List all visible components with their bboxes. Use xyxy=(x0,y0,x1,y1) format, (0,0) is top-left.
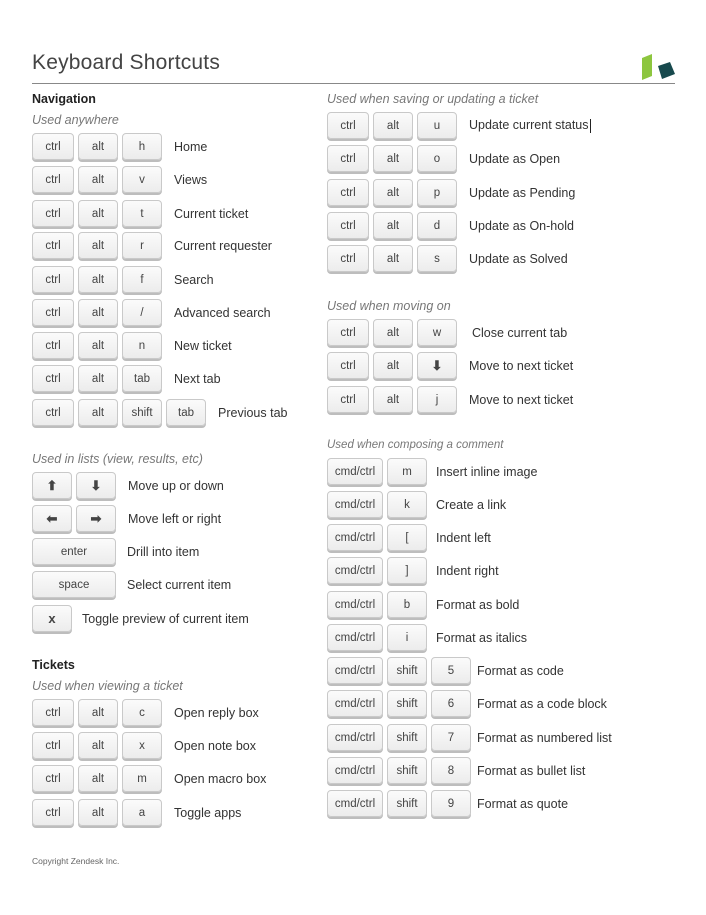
shortcut-row xyxy=(32,266,214,293)
shortcut-row xyxy=(327,352,573,379)
copyright: Copyright Zendesk Inc. xyxy=(32,856,120,866)
key: f xyxy=(122,266,162,293)
key: ctrl xyxy=(327,352,369,379)
key: shift xyxy=(387,790,427,817)
shortcut-row xyxy=(327,757,585,784)
saving-subtitle: Used when saving or updating a ticket xyxy=(327,92,539,106)
key: alt xyxy=(373,112,413,139)
shortcut-row xyxy=(327,690,607,717)
shortcut-row xyxy=(32,133,207,160)
key: alt xyxy=(78,399,118,426)
key: 6 xyxy=(431,690,471,717)
key: shift xyxy=(387,690,427,717)
key: enter xyxy=(32,538,116,565)
key: ctrl xyxy=(32,799,74,826)
shortcut-label: Format as italics xyxy=(436,630,527,645)
shortcut-label: Home xyxy=(174,139,208,154)
key: u xyxy=(417,112,457,139)
key: 9 xyxy=(431,790,471,817)
key: s xyxy=(417,245,457,272)
shortcut-row xyxy=(327,145,560,172)
key: alt xyxy=(78,699,118,726)
key: m xyxy=(387,458,427,485)
shortcut-label: Move to next ticket xyxy=(469,392,574,407)
key: alt xyxy=(373,145,413,172)
shortcut-row xyxy=(327,212,574,239)
shortcut-label: Update as Open xyxy=(469,151,561,166)
key: n xyxy=(122,332,162,359)
shortcut-row xyxy=(327,724,612,751)
key: ctrl xyxy=(32,732,74,759)
shortcut-label: Indent right xyxy=(436,563,499,578)
key: cmd/ctrl xyxy=(327,458,383,485)
shortcut-label: Open reply box xyxy=(174,705,259,720)
key: tab xyxy=(166,399,206,426)
shortcut-label: Drill into item xyxy=(127,544,200,559)
navigation-subtitle: Used anywhere xyxy=(32,113,119,127)
shortcut-row xyxy=(327,112,591,139)
shortcut-row xyxy=(327,524,491,551)
key: space xyxy=(32,571,116,598)
shortcut-label: Next tab xyxy=(174,371,221,386)
key: alt xyxy=(78,765,118,792)
key: alt xyxy=(78,365,118,392)
key: cmd/ctrl xyxy=(327,657,383,684)
key: cmd/ctrl xyxy=(327,690,383,717)
key: 8 xyxy=(431,757,471,784)
shortcut-row xyxy=(32,332,232,359)
key: ctrl xyxy=(327,386,369,413)
key: ctrl xyxy=(32,266,74,293)
shortcut-row xyxy=(327,591,519,618)
key: ctrl xyxy=(32,365,74,392)
key: cmd/ctrl xyxy=(327,491,383,518)
key: 7 xyxy=(431,724,471,751)
moving-subtitle: Used when moving on xyxy=(327,299,451,313)
key: v xyxy=(122,166,162,193)
navigation-heading: Navigation xyxy=(32,92,96,106)
key: ctrl xyxy=(327,112,369,139)
shortcut-label: Toggle apps xyxy=(174,805,242,820)
key: ctrl xyxy=(32,232,74,259)
key: ctrl xyxy=(32,133,74,160)
shortcut-row xyxy=(327,491,506,518)
key: ctrl xyxy=(327,179,369,206)
key: x xyxy=(32,605,72,632)
shortcut-row xyxy=(32,571,231,598)
shortcut-row xyxy=(327,624,527,651)
arrow-up-key: ⬆ xyxy=(32,472,72,499)
key: alt xyxy=(373,212,413,239)
key: cmd/ctrl xyxy=(327,757,383,784)
shortcut-row xyxy=(327,458,537,485)
shortcut-label: Move to next ticket xyxy=(469,358,574,373)
shortcut-row xyxy=(327,657,564,684)
key: alt xyxy=(78,266,118,293)
shortcut-label: Toggle preview of current item xyxy=(82,611,249,626)
page-title: Keyboard Shortcuts xyxy=(32,51,221,74)
text-cursor xyxy=(590,119,591,133)
key: alt xyxy=(78,232,118,259)
composing-subtitle: Used when composing a comment xyxy=(327,439,504,451)
key: alt xyxy=(373,179,413,206)
arrow-left-key: ⬅ xyxy=(32,505,72,532)
key: i xyxy=(387,624,427,651)
key: alt xyxy=(78,166,118,193)
shortcut-row xyxy=(327,245,568,272)
shortcut-label: Format as numbered list xyxy=(477,730,612,745)
key: ctrl xyxy=(32,765,74,792)
shortcut-label: Search xyxy=(174,272,214,287)
key: k xyxy=(387,491,427,518)
key: shift xyxy=(387,724,427,751)
shortcut-row xyxy=(32,799,241,826)
key: ctrl xyxy=(327,212,369,239)
shortcut-label: Update as On-hold xyxy=(469,218,574,233)
shortcut-label: Views xyxy=(174,172,208,187)
arrow-down-key: ⬇ xyxy=(417,352,457,379)
key: ctrl xyxy=(32,699,74,726)
shortcut-label: Format as code xyxy=(477,663,564,678)
shortcut-label: Advanced search xyxy=(174,305,271,320)
shortcut-row xyxy=(32,365,221,392)
shortcut-label: Indent left xyxy=(436,530,491,545)
shortcut-row xyxy=(32,765,266,792)
shortcut-label: Format as bullet list xyxy=(477,763,586,778)
shortcut-label: Previous tab xyxy=(218,405,288,420)
key: alt xyxy=(78,732,118,759)
key: ctrl xyxy=(327,319,369,346)
shortcut-label: New ticket xyxy=(174,338,232,353)
key: c xyxy=(122,699,162,726)
key: ctrl xyxy=(32,200,74,227)
arrow-right-key: ➡ xyxy=(76,505,116,532)
key: alt xyxy=(78,799,118,826)
key: alt xyxy=(373,245,413,272)
key: ctrl xyxy=(32,166,74,193)
key: shift xyxy=(122,399,162,426)
shortcut-row xyxy=(327,557,499,584)
shortcut-row xyxy=(32,399,287,426)
key: x xyxy=(122,732,162,759)
key: j xyxy=(417,386,457,413)
key: [ xyxy=(387,524,427,551)
key: cmd/ctrl xyxy=(327,591,383,618)
key: shift xyxy=(387,657,427,684)
key: cmd/ctrl xyxy=(327,524,383,551)
shortcut-label: Format as a code block xyxy=(477,696,607,711)
key: cmd/ctrl xyxy=(327,557,383,584)
shortcut-row xyxy=(327,319,567,346)
shortcut-label: Select current item xyxy=(127,577,232,592)
key: alt xyxy=(78,299,118,326)
key: ctrl xyxy=(32,332,74,359)
lists-subtitle: Used in lists (view, results, etc) xyxy=(32,452,203,466)
shortcut-label: Current ticket xyxy=(174,206,249,221)
key: r xyxy=(122,232,162,259)
header-divider xyxy=(32,83,675,84)
key: p xyxy=(417,179,457,206)
shortcut-row xyxy=(32,505,221,532)
shortcut-label: Move up or down xyxy=(128,478,224,493)
zendesk-logo-icon xyxy=(640,52,676,82)
key: alt xyxy=(373,319,413,346)
key: shift xyxy=(387,757,427,784)
key: h xyxy=(122,133,162,160)
key: ctrl xyxy=(32,299,74,326)
shortcut-row xyxy=(32,299,271,326)
arrow-down-key: ⬇ xyxy=(76,472,116,499)
key: o xyxy=(417,145,457,172)
shortcut-row xyxy=(32,538,199,565)
shortcut-row xyxy=(327,386,573,413)
shortcut-label: Insert inline image xyxy=(436,464,538,479)
key: cmd/ctrl xyxy=(327,724,383,751)
key: alt xyxy=(373,386,413,413)
shortcut-label: Format as quote xyxy=(477,796,569,811)
shortcut-row xyxy=(32,200,248,227)
shortcut-label: Close current tab xyxy=(472,325,568,340)
key: ctrl xyxy=(32,399,74,426)
key: t xyxy=(122,200,162,227)
shortcut-row xyxy=(327,790,568,817)
shortcut-label: Create a link xyxy=(436,497,507,512)
shortcut-row xyxy=(32,232,272,259)
key: alt xyxy=(78,200,118,227)
key: / xyxy=(122,299,162,326)
shortcut-row xyxy=(32,166,207,193)
key: alt xyxy=(78,133,118,160)
shortcut-row xyxy=(32,605,249,632)
key: ] xyxy=(387,557,427,584)
key: cmd/ctrl xyxy=(327,624,383,651)
key: ctrl xyxy=(327,145,369,172)
shortcut-label: Move left or right xyxy=(128,511,222,526)
shortcut-row xyxy=(32,732,256,759)
tickets-heading: Tickets xyxy=(32,658,75,672)
key: tab xyxy=(122,365,162,392)
key: cmd/ctrl xyxy=(327,790,383,817)
key: w xyxy=(417,319,457,346)
key: alt xyxy=(78,332,118,359)
shortcut-label: Open macro box xyxy=(174,771,267,786)
shortcut-label: Update current status xyxy=(469,118,589,133)
key: alt xyxy=(373,352,413,379)
shortcut-row xyxy=(327,179,575,206)
shortcut-row xyxy=(32,472,224,499)
shortcut-label: Format as bold xyxy=(436,597,520,612)
key: m xyxy=(122,765,162,792)
shortcut-row xyxy=(32,699,259,726)
shortcut-label: Update as Solved xyxy=(469,251,568,266)
shortcut-label: Update as Pending xyxy=(469,185,576,200)
key: 5 xyxy=(431,657,471,684)
shortcut-label: Open note box xyxy=(174,738,257,753)
key: b xyxy=(387,591,427,618)
key: a xyxy=(122,799,162,826)
shortcut-label: Current requester xyxy=(174,238,272,253)
key: ctrl xyxy=(327,245,369,272)
key: d xyxy=(417,212,457,239)
tickets-subtitle: Used when viewing a ticket xyxy=(32,679,183,693)
